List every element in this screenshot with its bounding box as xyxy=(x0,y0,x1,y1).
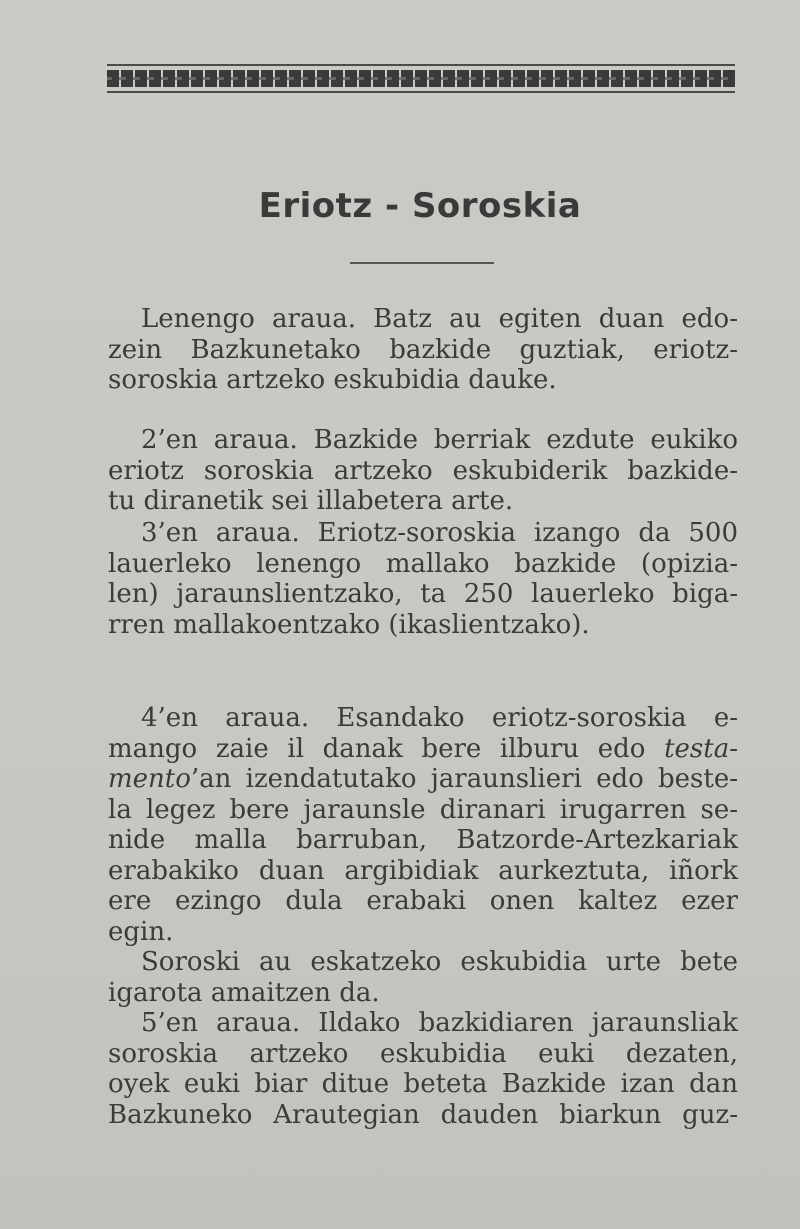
text-line: len) jaraunslientzako, ta 250 lauerleko biga- xyxy=(108,579,738,609)
paragraph-4 xyxy=(108,703,738,947)
text-line: eriotz soroskia artzeko eskubiderik bazkide- xyxy=(108,455,738,486)
text-line: soroskia artzeko eskubidia dauke. xyxy=(108,365,557,395)
text-line: 5’en araua. Ildako bazkidiaren jaraunsliak xyxy=(141,1008,738,1038)
italic-term: mento xyxy=(108,764,191,794)
text-line: lauerleko lenengo mallako bazkide (opizia- xyxy=(108,548,738,579)
text-line: mango zaie il danak bere ilburu edo testa- xyxy=(108,733,738,764)
text-line: 4’en araua. Esandako eriotz-soroskia e- xyxy=(141,703,738,733)
ornament-rule-bottom xyxy=(107,91,735,93)
page-title: Eriotz - Soroskia xyxy=(258,186,582,226)
paragraph-2 xyxy=(108,425,738,517)
text-line: oyek euki biar ditue beteta Bazkide izan dan xyxy=(108,1069,738,1099)
text-line: la legez bere jaraunsle diranari irugarren se- xyxy=(108,794,738,825)
text-line: Bazkuneko Arautegian dauden biarkun guz- xyxy=(108,1099,738,1130)
italic-term: testa- xyxy=(664,733,738,764)
text-line: 2’en araua. Bazkide berriak ezdute eukiko xyxy=(141,425,738,455)
title-underline xyxy=(350,262,494,264)
header-ornament xyxy=(107,64,735,93)
text-line: zein Bazkunetako bazkide guztiak, eriotz- xyxy=(108,334,738,365)
text-line: ere ezingo dula erabaki onen kaltez ezer xyxy=(108,886,738,916)
text-line: mento’an izendatutako jaraunslieri edo beste- xyxy=(108,764,738,794)
text-line: nide malla barruban, Batzorde-Artezkariak xyxy=(108,825,738,855)
ornament-rule-top xyxy=(107,64,735,66)
text-line: egin. xyxy=(108,916,174,947)
paragraph-5 xyxy=(108,947,738,1008)
text-line: erabakiko duan argibidiak aurkeztuta, iñork xyxy=(108,855,738,886)
text-line: Soroski au eskatzeko eskubidia urte bete xyxy=(141,947,738,977)
text-line: soroskia artzeko eskubidia euki dezaten, xyxy=(108,1038,738,1069)
ornament-band xyxy=(107,70,735,87)
text-line: 3’en araua. Eriotz-soroskia izango da 500 xyxy=(141,518,738,548)
text-line: igarota amaitzen da. xyxy=(108,977,380,1008)
text-line: tu diranetik sei illabetera arte. xyxy=(108,486,514,516)
text-line: rren mallakoentzako (ikaslientzako). xyxy=(108,609,590,640)
text-line: Lenengo araua. Batz au egiten duan edo- xyxy=(141,304,738,334)
paragraph-3 xyxy=(108,518,738,640)
paragraph-1 xyxy=(108,304,738,396)
paragraph-6 xyxy=(108,1008,738,1130)
